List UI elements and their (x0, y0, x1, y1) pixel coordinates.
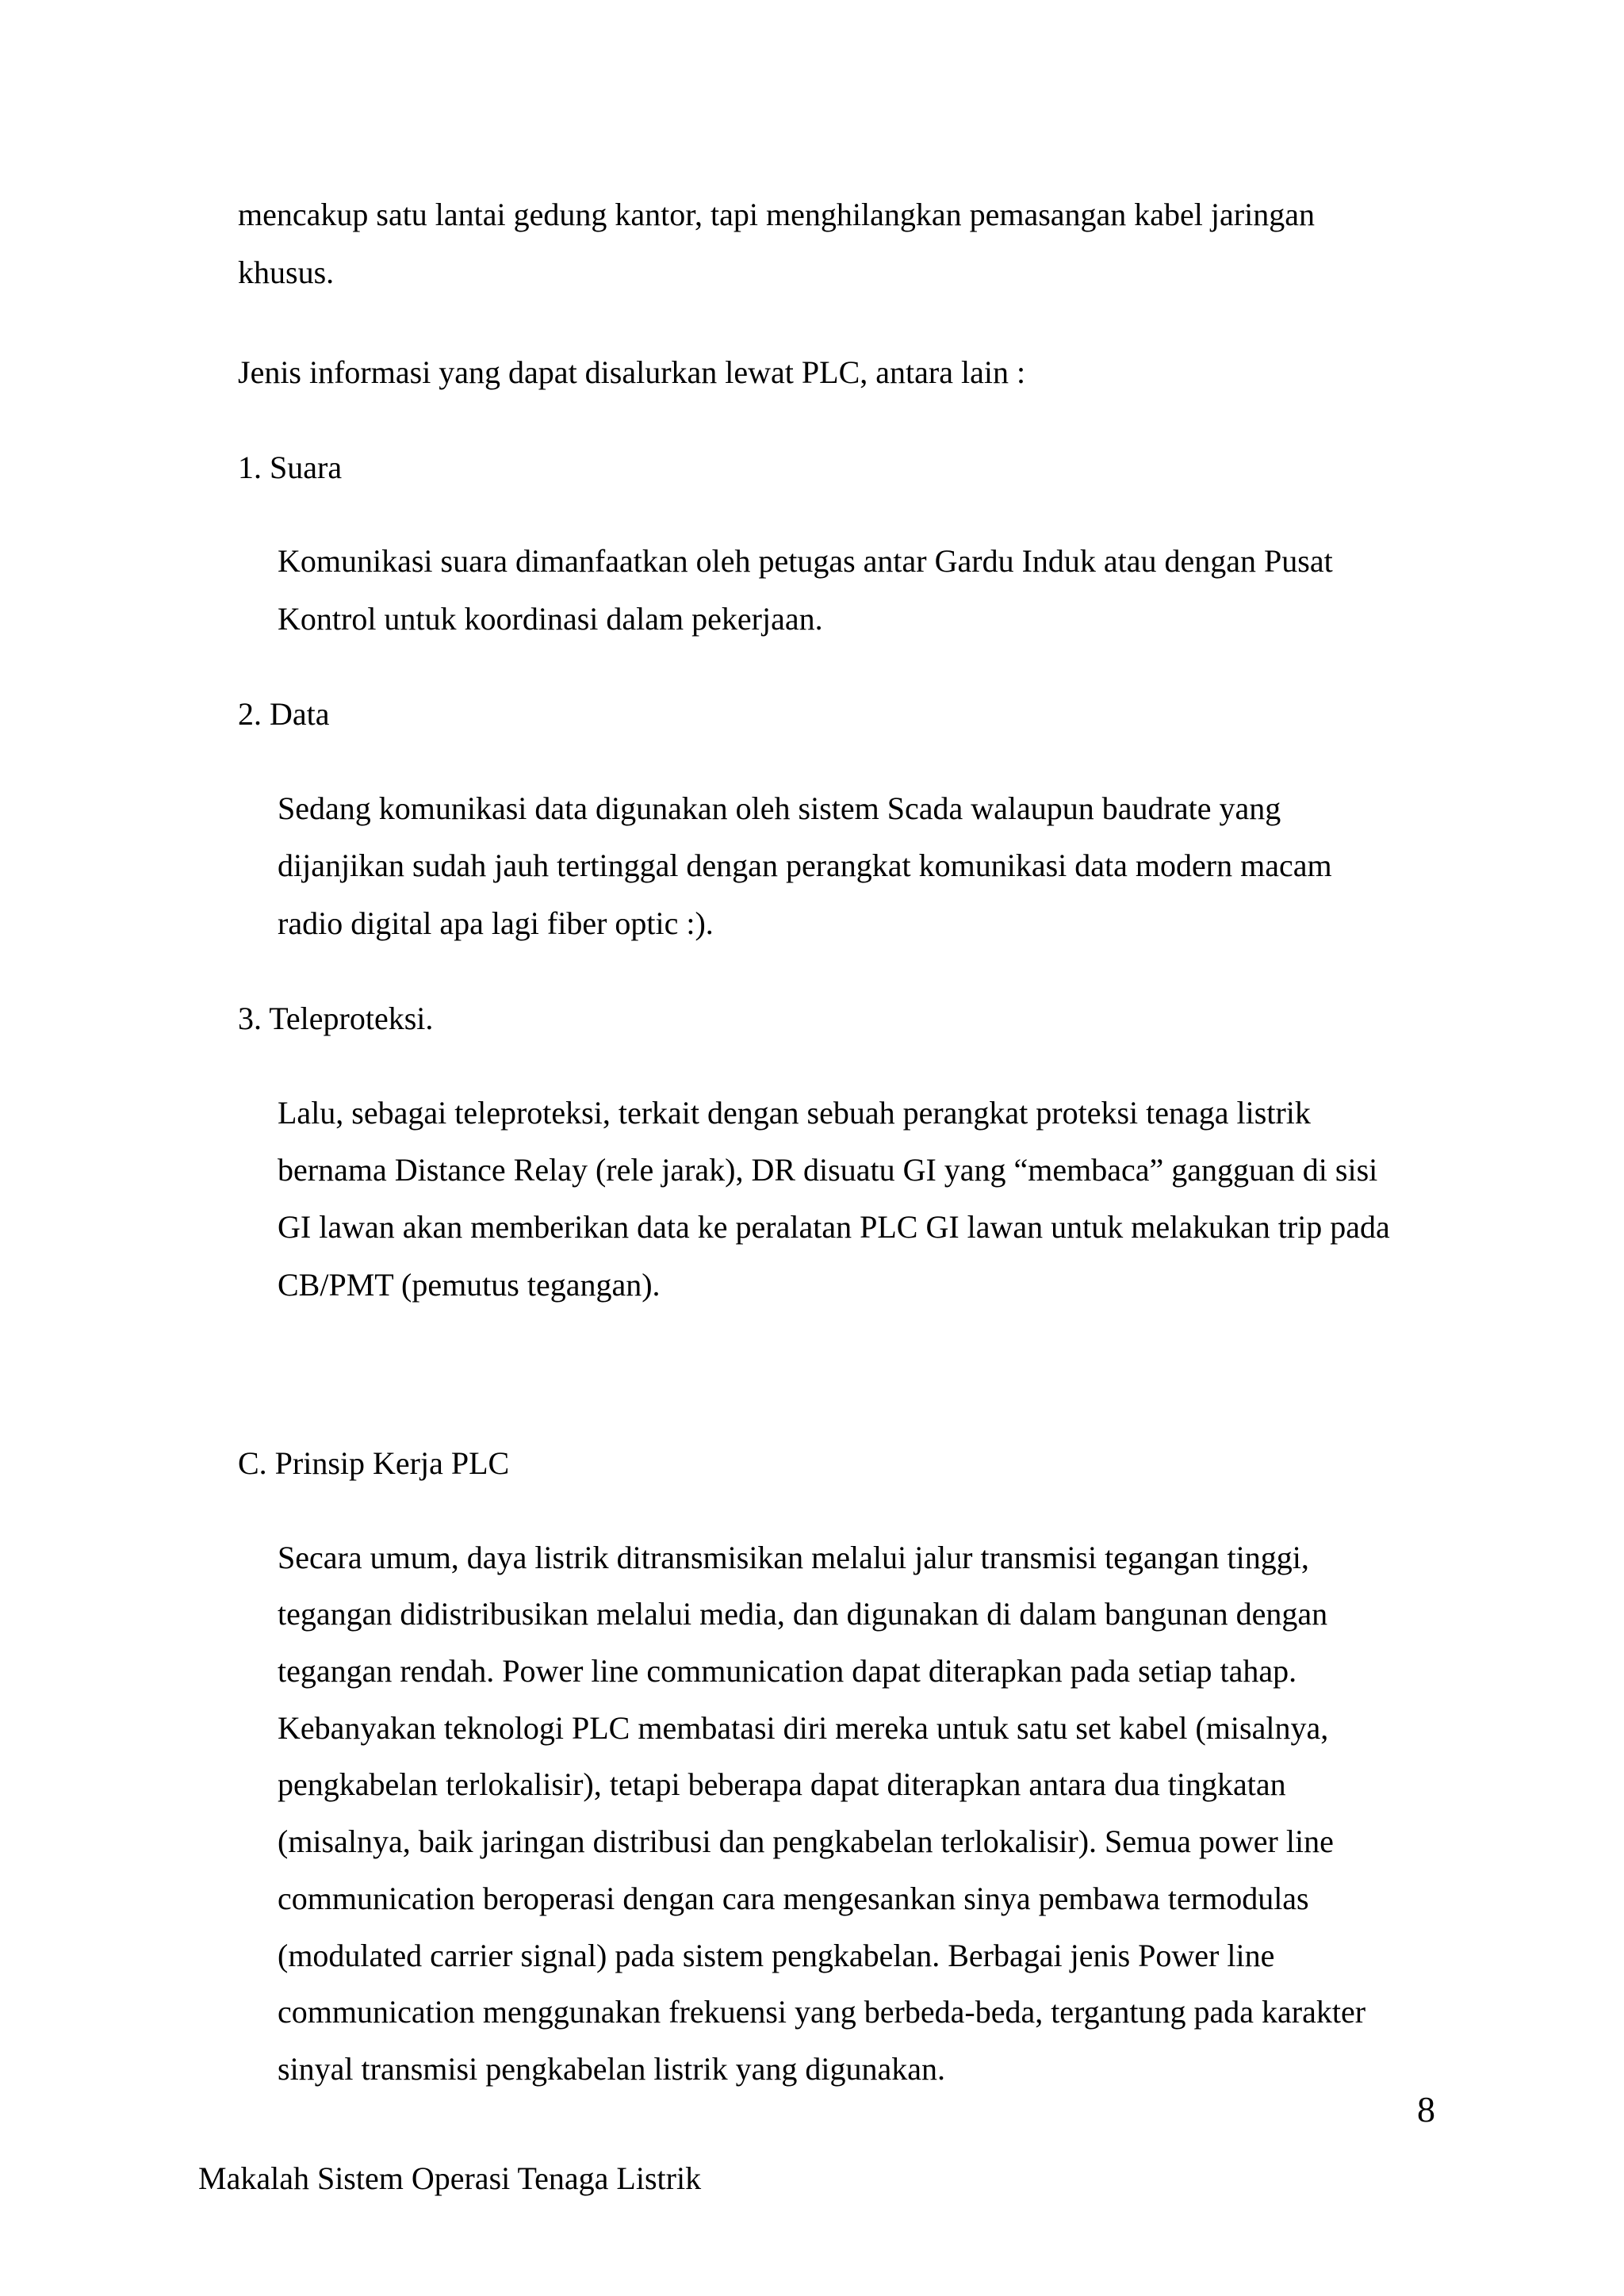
section-heading: C. Prinsip Kerja PLC (238, 1445, 510, 1481)
item-heading-suara: 1. Suara (238, 450, 343, 485)
item-text-line: Lalu, sebagai teleproteksi, terkait dengan sebuah perangkat proteksi tenaga listrik (278, 1095, 1311, 1131)
item-text-line: radio digital apa lagi fiber optic :). (278, 905, 714, 941)
item-heading-teleproteksi: 3. Teleproteksi. (238, 1001, 434, 1036)
section-text-line: tegangan didistribusikan melalui media, dan digunakan di dalam bangunan dengan (278, 1596, 1328, 1632)
item-text-line: CB/PMT (pemutus tegangan). (278, 1267, 661, 1303)
item-text-line: bernama Distance Relay (rele jarak), DR disuatu GI yang “membaca” gangguan di sisi (278, 1152, 1378, 1188)
section-text-line: (misalnya, baik jaringan distribusi dan pengkabelan terlokalisir). Semua power line (278, 1823, 1334, 1859)
item-text-line: Kontrol untuk koordinasi dalam pekerjaan. (278, 601, 823, 637)
intro-line: mencakup satu lantai gedung kantor, tapi menghilangkan pemasangan kabel jaringan (238, 197, 1315, 232)
section-text-line: Kebanyakan teknologi PLC membatasi diri mereka untuk satu set kabel (misalnya, (278, 1710, 1329, 1746)
section-text-line: communication menggunakan frekuensi yang berbeda-beda, tergantung pada karakter (278, 1994, 1366, 2030)
item-text-line: GI lawan akan memberikan data ke peralatan PLC GI lawan untuk melakukan trip pada (278, 1209, 1390, 1245)
page-number: 8 (1417, 2089, 1435, 2130)
item-text-line: Komunikasi suara dimanfaatkan oleh petugas antar Gardu Induk atau dengan Pusat (278, 543, 1333, 579)
item-text-line: Sedang komunikasi data digunakan oleh sistem Scada walaupun baudrate yang (278, 790, 1281, 826)
section-text-line: (modulated carrier signal) pada sistem pengkabelan. Berbagai jenis Power line (278, 1938, 1275, 1973)
info-intro: Jenis informasi yang dapat disalurkan lewat PLC, antara lain : (238, 354, 1026, 390)
intro-line: khusus. (238, 254, 335, 290)
section-text-line: communication beroperasi dengan cara mengesankan sinya pembawa termodulas (278, 1881, 1309, 1916)
section-text-line: pengkabelan terlokalisir), tetapi beberapa dapat diterapkan antara dua tingkatan (278, 1766, 1286, 1802)
section-text-line: sinyal transmisi pengkabelan listrik yang digunakan. (278, 2051, 946, 2087)
item-text-line: dijanjikan sudah jauh tertinggal dengan perangkat komunikasi data modern macam (278, 848, 1332, 883)
section-text-line: tegangan rendah. Power line communication dapat diterapkan pada setiap tahap. (278, 1653, 1297, 1689)
section-text-line: Secara umum, daya listrik ditransmisikan melalui jalur transmisi tegangan tinggi, (278, 1540, 1309, 1575)
item-heading-data: 2. Data (238, 696, 330, 732)
page-footer: Makalah Sistem Operasi Tenaga Listrik (198, 2160, 702, 2196)
